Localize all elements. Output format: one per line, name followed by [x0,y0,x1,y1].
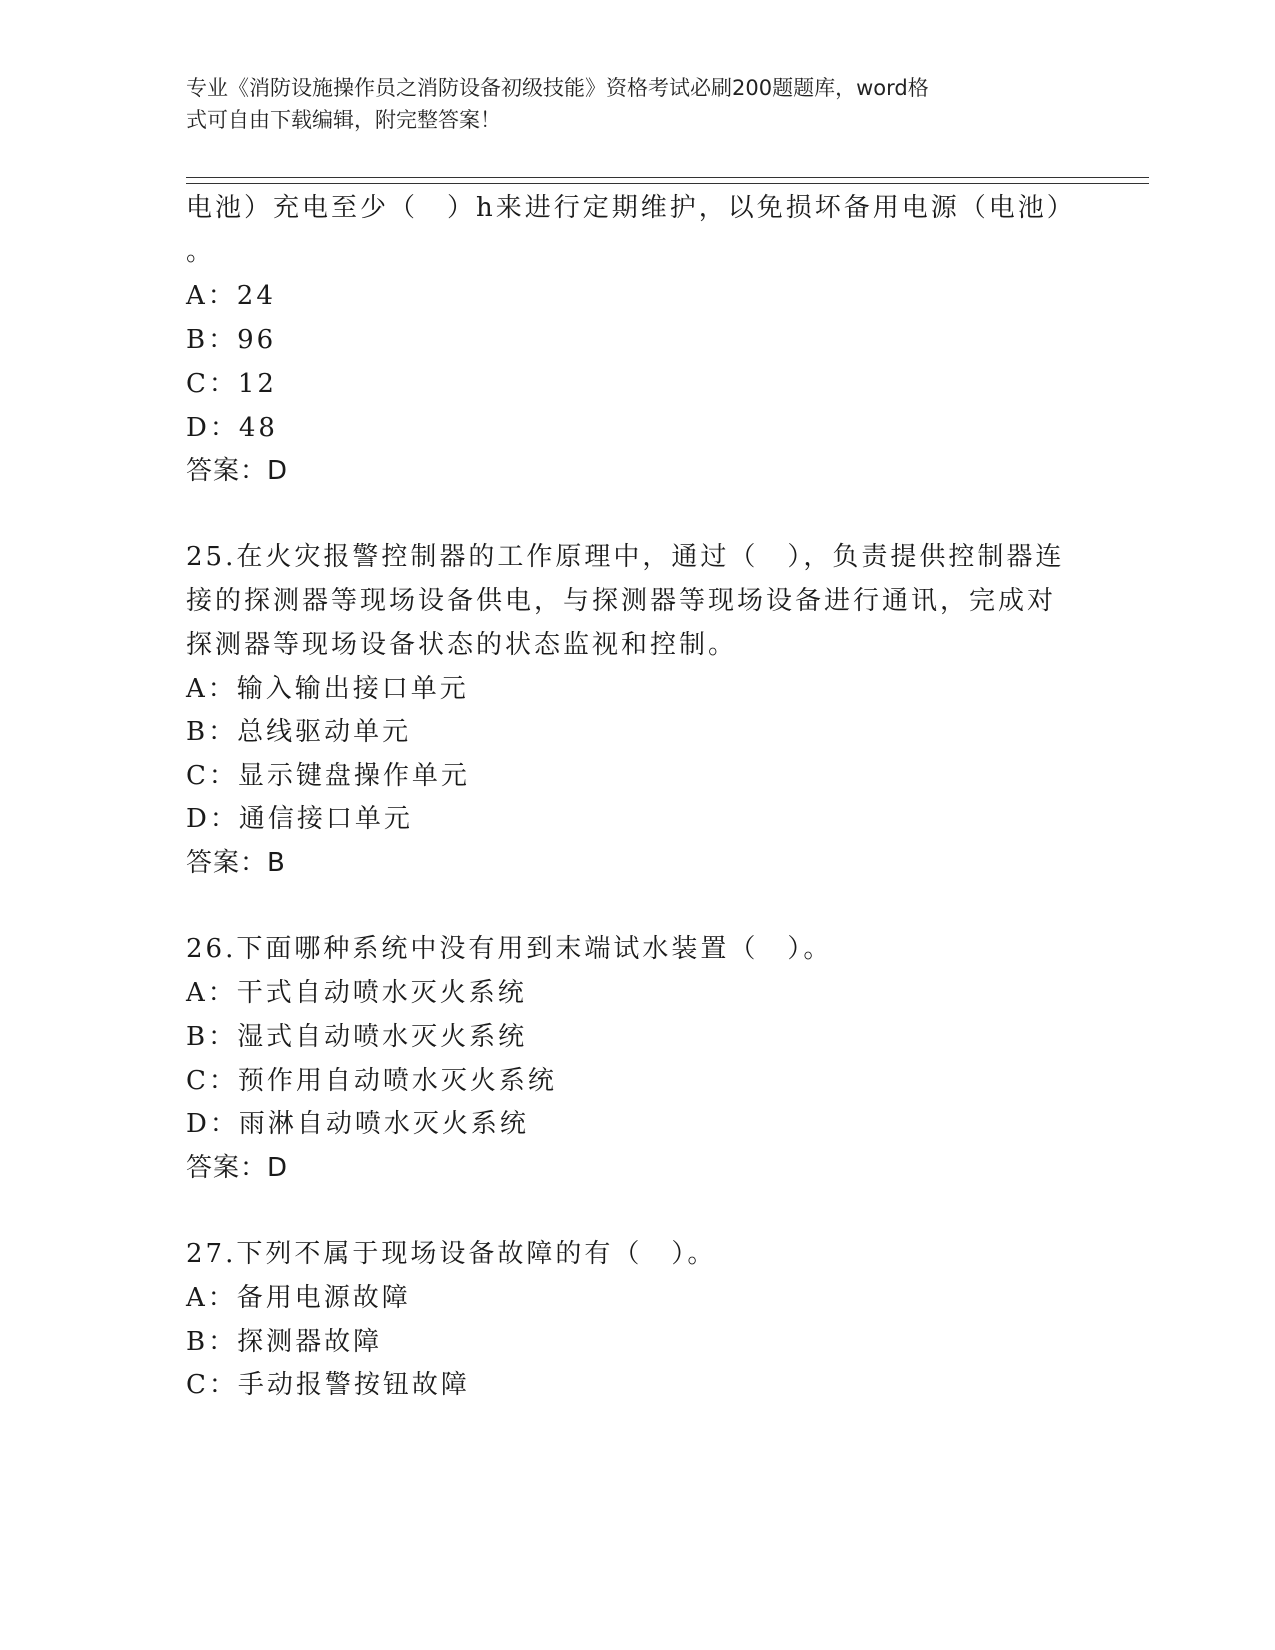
q24-text-line-2: 。 [186,237,216,267]
q26-option-c: C：预作用自动喷水灭火系统 [186,1066,557,1096]
q25-option-c: C：显示键盘操作单元 [186,761,470,791]
q25-option-d: D：通信接口单元 [186,804,413,834]
q24-option-a: A：24 [186,281,276,311]
q26-option-a: A：干式自动喷水灭火系统 [186,978,527,1008]
q26-answer: 答案：D [186,1153,289,1183]
q26-text-line-1: 26.下面哪种系统中没有用到末端试水装置（ ）。 [186,934,833,964]
header-divider-top [186,177,1149,178]
q24-option-d: D：48 [186,413,278,443]
q27-option-a: A：备用电源故障 [186,1283,411,1313]
header-divider-bottom [186,183,1149,184]
q24-text-line-1: 电池）充电至少（ ）h来进行定期维护，以免损坏备用电源（电池） [186,193,1076,223]
q24-option-b: B：96 [186,325,277,355]
q25-text-line-3: 探测器等现场设备状态的状态监视和控制。 [186,630,738,660]
q25-option-b: B：总线驱动单元 [186,717,412,747]
q27-text-line-1: 27.下列不属于现场设备故障的有（ ）。 [186,1239,717,1269]
q27-option-b: B：探测器故障 [186,1327,383,1357]
q24-option-c: C：12 [186,369,277,399]
q27-option-c: C：手动报警按钮故障 [186,1370,470,1400]
header-line-1: 专业《消防设施操作员之消防设备初级技能》资格考试必刷200题题库，word格 [186,76,929,100]
header-line-2: 式可自由下载编辑，附完整答案！ [186,108,501,132]
q26-option-b: B：湿式自动喷水灭火系统 [186,1022,528,1052]
document-header [186,72,1066,136]
q26-option-d: D：雨淋自动喷水灭火系统 [186,1109,529,1139]
q25-text-line-1: 25.在火灾报警控制器的工作原理中，通过（ ），负责提供控制器连 [186,542,1065,572]
q25-answer: 答案：B [186,848,286,878]
q24-answer: 答案：D [186,456,289,486]
q25-option-a: A：输入输出接口单元 [186,674,469,704]
q25-text-line-2: 接的探测器等现场设备供电，与探测器等现场设备进行通讯，完成对 [186,586,1057,616]
